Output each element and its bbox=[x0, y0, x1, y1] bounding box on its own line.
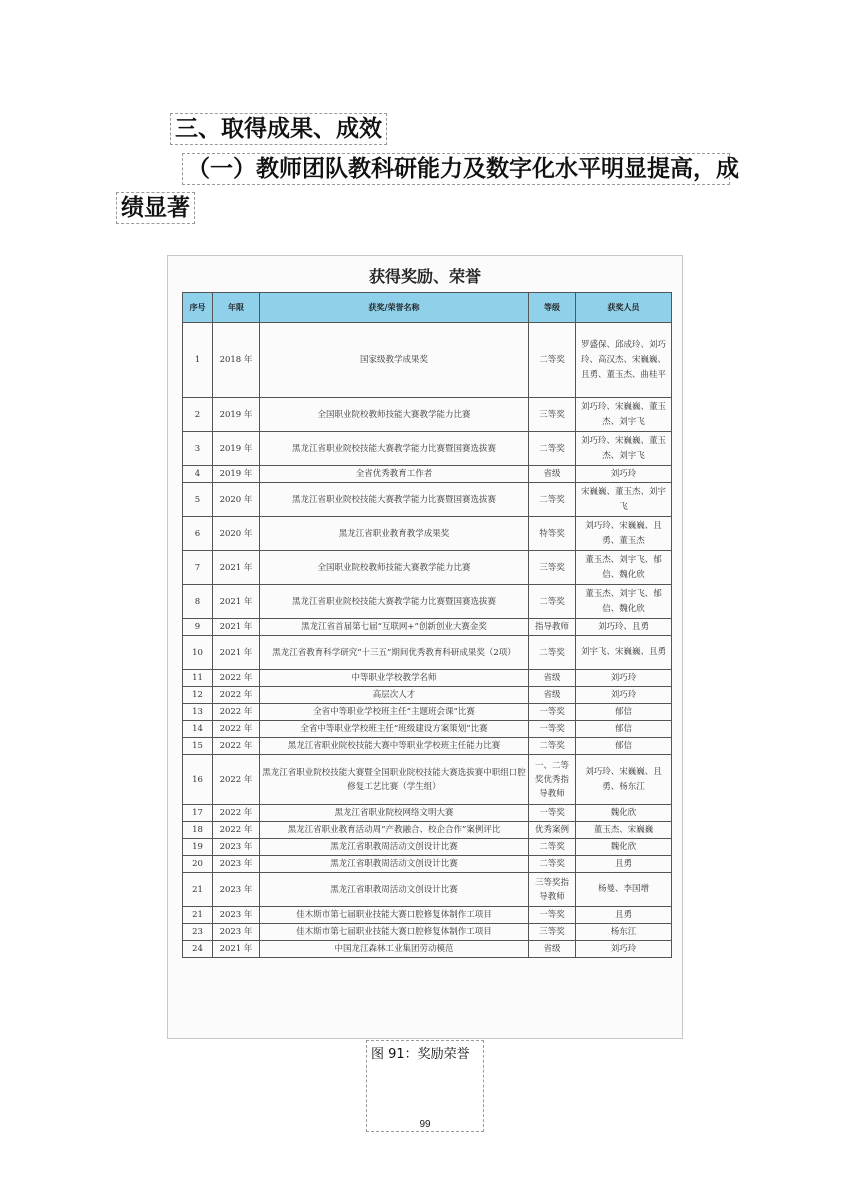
row-year: 2023 年 bbox=[213, 924, 260, 941]
award-recipients: 杨东江 bbox=[576, 924, 672, 941]
row-year: 2021 年 bbox=[213, 619, 260, 636]
row-year: 2022 年 bbox=[213, 805, 260, 822]
award-recipients: 郁信 bbox=[576, 704, 672, 721]
award-name: 佳木斯市第七届职业技能大赛口腔修复体制作工项目 bbox=[260, 907, 529, 924]
table-row bbox=[183, 323, 672, 398]
award-recipients: 郁信 bbox=[576, 721, 672, 738]
award-name: 黑龙江省职业院校网络文明大赛 bbox=[260, 805, 529, 822]
award-name: 全省优秀教育工作者 bbox=[260, 466, 529, 483]
row-number: 9 bbox=[183, 619, 213, 636]
table-row bbox=[183, 619, 672, 636]
section-heading: 三、取得成果、成效 bbox=[170, 113, 387, 145]
award-recipients: 魏化欣 bbox=[576, 839, 672, 856]
row-year: 2021 年 bbox=[213, 636, 260, 670]
award-recipients: 刘巧玲、宋巍巍、且勇、董玉杰 bbox=[576, 517, 672, 551]
award-recipients: 刘巧玲 bbox=[576, 670, 672, 687]
award-recipients: 刘巧玲、宋巍巍、董玉杰、刘宇飞 bbox=[576, 398, 672, 432]
row-number: 24 bbox=[183, 941, 213, 958]
column-header: 序号 bbox=[183, 293, 213, 323]
row-number: 21 bbox=[183, 907, 213, 924]
award-level: 省级 bbox=[529, 466, 576, 483]
award-level: 一等奖 bbox=[529, 721, 576, 738]
award-recipients: 郁信 bbox=[576, 738, 672, 755]
award-name: 佳木斯市第七届职业技能大赛口腔修复体制作工项目 bbox=[260, 924, 529, 941]
award-level: 二等奖 bbox=[529, 483, 576, 517]
row-number: 20 bbox=[183, 856, 213, 873]
row-year: 2018 年 bbox=[213, 323, 260, 398]
row-year: 2023 年 bbox=[213, 873, 260, 907]
row-year: 2019 年 bbox=[213, 466, 260, 483]
table-row bbox=[183, 517, 672, 551]
row-number: 23 bbox=[183, 924, 213, 941]
award-name: 黑龙江省职教周活动文创设计比赛 bbox=[260, 873, 529, 907]
row-number: 21 bbox=[183, 873, 213, 907]
row-year: 2019 年 bbox=[213, 432, 260, 466]
row-year: 2023 年 bbox=[213, 907, 260, 924]
award-recipients: 魏化欣 bbox=[576, 805, 672, 822]
award-name: 全国职业院校教师技能大赛教学能力比赛 bbox=[260, 551, 529, 585]
row-number: 2 bbox=[183, 398, 213, 432]
figure-title: 获得奖励、荣誉 bbox=[368, 267, 481, 286]
award-recipients: 罗盛保、邱成玲、刘巧玲、高汉杰、宋巍巍、且勇、董玉杰、曲桂平 bbox=[576, 323, 672, 398]
award-name: 黑龙江省职业教育活动周“产教融合、校企合作”案例评比 bbox=[260, 822, 529, 839]
row-year: 2022 年 bbox=[213, 704, 260, 721]
table-row bbox=[183, 687, 672, 704]
row-year: 2021 年 bbox=[213, 551, 260, 585]
table-row bbox=[183, 483, 672, 517]
row-number: 10 bbox=[183, 636, 213, 670]
award-recipients: 刘巧玲、且勇 bbox=[576, 619, 672, 636]
award-recipients: 董玉杰、宋巍巍 bbox=[576, 822, 672, 839]
row-year: 2019 年 bbox=[213, 398, 260, 432]
award-name: 黑龙江省职教周活动文创设计比赛 bbox=[260, 856, 529, 873]
award-level: 三等奖 bbox=[529, 551, 576, 585]
table-row bbox=[183, 721, 672, 738]
award-level: 三等奖 bbox=[529, 398, 576, 432]
award-recipients: 刘宇飞、宋巍巍、且勇 bbox=[576, 636, 672, 670]
award-name: 黑龙江省职业院校技能大赛教学能力比赛暨国赛选拔赛 bbox=[260, 483, 529, 517]
award-recipients: 杨曼、李国增 bbox=[576, 873, 672, 907]
award-recipients: 刘巧玲 bbox=[576, 466, 672, 483]
column-header: 获奖人员 bbox=[576, 293, 672, 323]
table-row bbox=[183, 670, 672, 687]
table-row bbox=[183, 585, 672, 619]
award-name: 黑龙江省职业院校技能大赛教学能力比赛暨国赛选拔赛 bbox=[260, 585, 529, 619]
award-level: 三等奖指导教师 bbox=[529, 873, 576, 907]
table-row bbox=[183, 822, 672, 839]
column-header: 等级 bbox=[529, 293, 576, 323]
award-recipients: 刘巧玲 bbox=[576, 687, 672, 704]
row-year: 2020 年 bbox=[213, 517, 260, 551]
award-name: 黑龙江省教育科学研究“十三五”期间优秀教育科研成果奖（2项） bbox=[260, 636, 529, 670]
award-recipients: 刘巧玲、宋巍巍、且勇、杨东江 bbox=[576, 755, 672, 805]
row-number: 17 bbox=[183, 805, 213, 822]
award-level: 省级 bbox=[529, 687, 576, 704]
table-row bbox=[183, 636, 672, 670]
award-name: 黑龙江省首届第七届“互联网+”创新创业大赛金奖 bbox=[260, 619, 529, 636]
page-number: 99 bbox=[419, 1119, 431, 1130]
award-level: 二等奖 bbox=[529, 738, 576, 755]
row-year: 2022 年 bbox=[213, 755, 260, 805]
row-number: 7 bbox=[183, 551, 213, 585]
column-header: 获奖/荣誉名称 bbox=[260, 293, 529, 323]
award-level: 二等奖 bbox=[529, 432, 576, 466]
table-row bbox=[183, 873, 672, 907]
award-name: 黑龙江省职业院校技能大赛教学能力比赛暨国赛选拔赛 bbox=[260, 432, 529, 466]
table-row bbox=[183, 738, 672, 755]
row-year: 2022 年 bbox=[213, 738, 260, 755]
column-header: 年限 bbox=[213, 293, 260, 323]
figure-caption: 图 91：奖励荣誉 bbox=[371, 1047, 470, 1062]
award-level: 一等奖 bbox=[529, 907, 576, 924]
award-level: 一等奖 bbox=[529, 704, 576, 721]
table-row bbox=[183, 466, 672, 483]
subsection-heading-continuation: 绩显著 bbox=[116, 192, 195, 224]
row-year: 2022 年 bbox=[213, 670, 260, 687]
table-row bbox=[183, 704, 672, 721]
award-level: 省级 bbox=[529, 670, 576, 687]
award-recipients: 且勇 bbox=[576, 856, 672, 873]
row-number: 12 bbox=[183, 687, 213, 704]
row-year: 2022 年 bbox=[213, 822, 260, 839]
award-level: 一等奖 bbox=[529, 805, 576, 822]
table-row bbox=[183, 755, 672, 805]
row-year: 2022 年 bbox=[213, 721, 260, 738]
awards-table bbox=[182, 292, 672, 958]
row-number: 19 bbox=[183, 839, 213, 856]
row-number: 5 bbox=[183, 483, 213, 517]
award-name: 黑龙江省职教周活动文创设计比赛 bbox=[260, 839, 529, 856]
award-level: 二等奖 bbox=[529, 856, 576, 873]
award-level: 三等奖 bbox=[529, 924, 576, 941]
row-number: 8 bbox=[183, 585, 213, 619]
table-row bbox=[183, 839, 672, 856]
award-name: 黑龙江省职业院校技能大赛中等职业学校班主任能力比赛 bbox=[260, 738, 529, 755]
award-level: 二等奖 bbox=[529, 636, 576, 670]
award-level: 二等奖 bbox=[529, 585, 576, 619]
table-row bbox=[183, 551, 672, 585]
table-row bbox=[183, 856, 672, 873]
award-level: 省级 bbox=[529, 941, 576, 958]
row-number: 1 bbox=[183, 323, 213, 398]
row-year: 2021 年 bbox=[213, 585, 260, 619]
row-number: 14 bbox=[183, 721, 213, 738]
award-level: 指导教师 bbox=[529, 619, 576, 636]
subsection-heading: （一）教师团队教科研能力及数字化水平明显提高，成 bbox=[182, 153, 730, 185]
award-recipients: 刘巧玲、宋巍巍、董玉杰、刘宇飞 bbox=[576, 432, 672, 466]
caption-box bbox=[366, 1040, 484, 1132]
award-level: 优秀案例 bbox=[529, 822, 576, 839]
row-number: 6 bbox=[183, 517, 213, 551]
row-number: 15 bbox=[183, 738, 213, 755]
table-row bbox=[183, 398, 672, 432]
award-level: 特等奖 bbox=[529, 517, 576, 551]
award-name: 全省中等职业学校班主任“班级建设方案策划”比赛 bbox=[260, 721, 529, 738]
table-row bbox=[183, 805, 672, 822]
award-name: 高层次人才 bbox=[260, 687, 529, 704]
award-recipients: 董玉杰、刘宇飞、郁信、魏化欣 bbox=[576, 585, 672, 619]
award-name: 中国龙江森林工业集团劳动模范 bbox=[260, 941, 529, 958]
table-row bbox=[183, 924, 672, 941]
row-number: 11 bbox=[183, 670, 213, 687]
table-row bbox=[183, 941, 672, 958]
row-year: 2023 年 bbox=[213, 839, 260, 856]
award-level: 一、二等奖优秀指导教师 bbox=[529, 755, 576, 805]
award-name: 黑龙江省职业院校技能大赛暨全国职业院校技能大赛选拔赛中职组口腔修复工艺比赛（学生组） bbox=[260, 755, 529, 805]
table-header-row bbox=[183, 293, 672, 323]
award-name: 中等职业学校教学名师 bbox=[260, 670, 529, 687]
row-number: 18 bbox=[183, 822, 213, 839]
row-year: 2021 年 bbox=[213, 941, 260, 958]
awards-figure bbox=[167, 255, 683, 1039]
row-year: 2020 年 bbox=[213, 483, 260, 517]
award-name: 全国职业院校教师技能大赛教学能力比赛 bbox=[260, 398, 529, 432]
row-number: 13 bbox=[183, 704, 213, 721]
award-level: 二等奖 bbox=[529, 839, 576, 856]
table-row bbox=[183, 432, 672, 466]
row-year: 2022 年 bbox=[213, 687, 260, 704]
award-recipients: 刘巧玲 bbox=[576, 941, 672, 958]
award-name: 黑龙江省职业教育教学成果奖 bbox=[260, 517, 529, 551]
row-number: 3 bbox=[183, 432, 213, 466]
award-name: 全省中等职业学校班主任“主题班会课”比赛 bbox=[260, 704, 529, 721]
award-name: 国家级教学成果奖 bbox=[260, 323, 529, 398]
table-row bbox=[183, 907, 672, 924]
award-recipients: 董玉杰、刘宇飞、郁信、魏化欣 bbox=[576, 551, 672, 585]
row-year: 2023 年 bbox=[213, 856, 260, 873]
award-recipients: 且勇 bbox=[576, 907, 672, 924]
row-number: 16 bbox=[183, 755, 213, 805]
row-number: 4 bbox=[183, 466, 213, 483]
award-recipients: 宋巍巍、董玉杰、刘宇飞 bbox=[576, 483, 672, 517]
award-level: 二等奖 bbox=[529, 323, 576, 398]
